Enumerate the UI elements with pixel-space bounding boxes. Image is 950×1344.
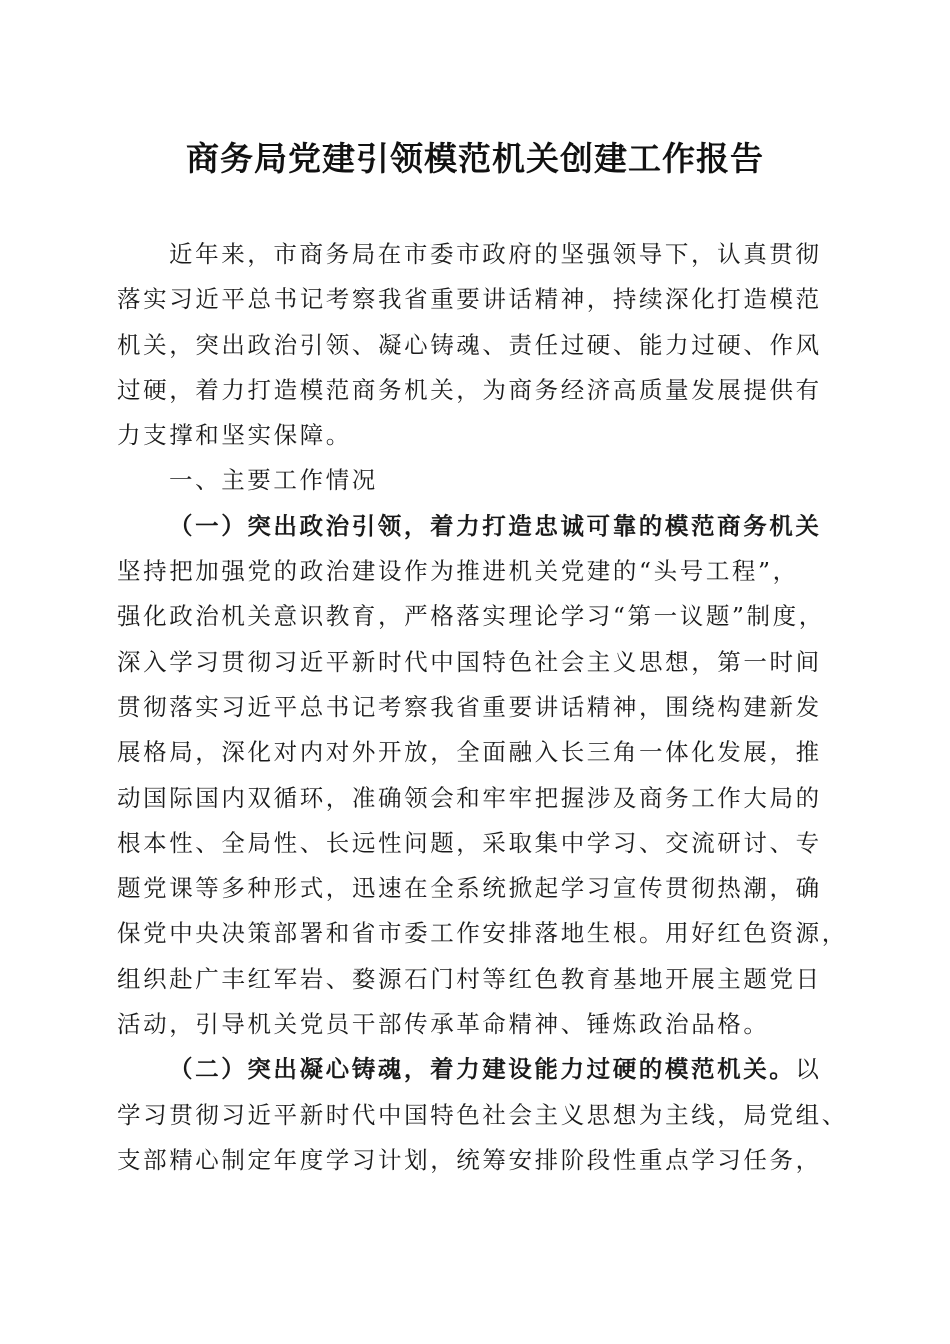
paragraph-line: 贯彻落实习近平总书记考察我省重要讲话精神，围绕构建新发 <box>117 692 822 721</box>
document-title: 商务局党建引领模范机关创建工作报告 <box>186 139 764 178</box>
paragraph-line: 过硬，着力打造模范商务机关，为商务经济高质量发展提供有 <box>117 375 822 404</box>
subsection-line <box>117 1047 833 1092</box>
paragraph-line: 机关，突出政治引领、凝心铸魂、责任过硬、能力过硬、作风 <box>117 330 822 359</box>
document-body <box>117 232 848 1183</box>
section-heading: 一、主要工作情况 <box>169 466 378 495</box>
paragraph-line: 落实习近平总书记考察我省重要讲话精神，持续深化打造模范 <box>117 285 822 314</box>
paragraph-line: 题党课等多种形式，迅速在全系统掀起学习宣传贯彻热潮，确 <box>117 874 822 903</box>
paragraph-line: 展格局，深化对内对外开放，全面融入长三角一体化发展，推 <box>117 738 822 767</box>
paragraph-line: 力支撑和坚实保障。 <box>117 421 352 450</box>
subsection-tail-text: 以 <box>795 1055 822 1084</box>
paragraph-line: 组织赴广丰红军岩、婺源石门村等红色教育基地开展主题党日 <box>117 964 822 993</box>
paragraph-line: 近年来，市商务局在市委市政府的坚强领导下，认真贯彻 <box>169 240 822 268</box>
paragraph-line: 活动，引导机关党员干部传承革命精神、锤炼政治品格。 <box>117 1010 770 1039</box>
paragraph-line: 学习贯彻习近平新时代中国特色社会主义思想为主线，局党组、 <box>117 1100 848 1129</box>
paragraph-line: 动国际国内双循环，准确领会和牢牢把握涉及商务工作大局的 <box>117 783 822 812</box>
paragraph-line: 支部精心制定年度学习计划，统筹安排阶段性重点学习任务， <box>117 1145 822 1174</box>
subsection-heading: （二）突出凝心铸魂，着力建设能力过硬的模范机关。 <box>169 1055 796 1084</box>
paragraph-line: 强化政治机关意识教育，严格落实理论学习“第一议题”制度， <box>117 602 825 631</box>
paragraph-line: 保党中央决策部署和省市委工作安排落地生根。用好红色资源， <box>117 919 848 948</box>
paragraph-line: 深入学习贯彻习近平新时代中国特色社会主义思想，第一时间 <box>117 647 822 676</box>
paragraph-line: 根本性、全局性、长远性问题，采取集中学习、交流研讨、专 <box>117 828 822 857</box>
subsection-heading: （一）突出政治引领，着力打造忠诚可靠的模范商务机关 <box>169 511 822 540</box>
paragraph-line: 坚持把加强党的政治建设作为推进机关党建的“头号工程”， <box>117 557 799 586</box>
